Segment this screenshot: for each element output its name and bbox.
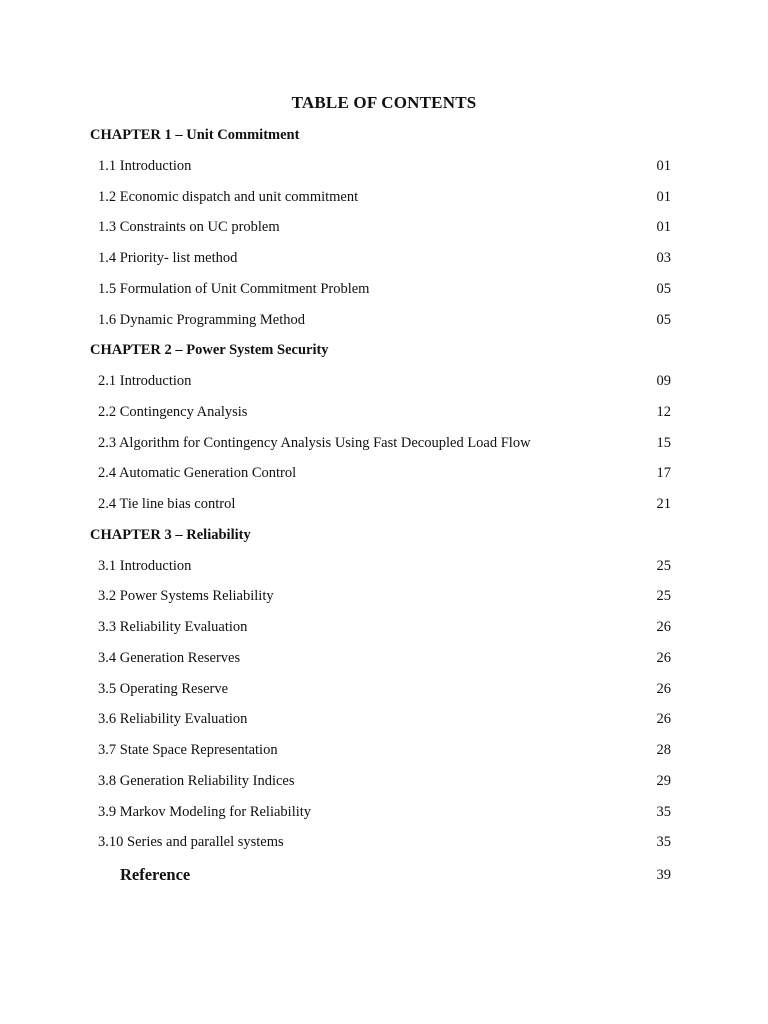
- toc-entry-label: 2.1 Introduction: [98, 373, 192, 389]
- toc-entry-label: 1.4 Priority- list method: [98, 250, 238, 266]
- toc-entry-page: 25: [656, 588, 671, 604]
- toc-entry: [0, 462, 768, 484]
- toc-entry-page: 01: [656, 219, 671, 235]
- toc-entry: [0, 801, 768, 823]
- toc-entry-page: 05: [656, 281, 671, 297]
- toc-entry-label: 3.2 Power Systems Reliability: [98, 588, 274, 604]
- toc-entry-label: 3.10 Series and parallel systems: [98, 834, 284, 850]
- reference-label: Reference: [120, 865, 191, 884]
- reference-page: 39: [656, 867, 671, 883]
- toc-entry-label: 2.4 Tie line bias control: [98, 496, 236, 512]
- toc-entry-page: 17: [656, 465, 671, 481]
- toc-entry-label: 2.2 Contingency Analysis: [98, 404, 248, 420]
- toc-entry-label: 1.3 Constraints on UC problem: [98, 219, 280, 235]
- chapter-title: CHAPTER 2 – Power System Security: [90, 342, 329, 358]
- toc-entry-page: 05: [656, 312, 671, 328]
- toc-entry: [0, 585, 768, 607]
- toc-entry: [0, 401, 768, 423]
- chapter-title: CHAPTER 3 – Reliability: [90, 527, 251, 543]
- toc-entry-label: 1.2 Economic dispatch and unit commitment: [98, 189, 359, 205]
- page-title: TABLE OF CONTENTS: [291, 93, 477, 112]
- toc-entry-label: 3.7 State Space Representation: [98, 742, 278, 758]
- toc-entry-label: 1.6 Dynamic Programming Method: [98, 312, 306, 328]
- toc-entry-page: 01: [656, 189, 671, 205]
- toc-entry-page: 35: [656, 804, 671, 820]
- toc-entry-label: 3.3 Reliability Evaluation: [98, 619, 248, 635]
- toc-entry-page: 35: [656, 834, 671, 850]
- toc-entry-page: 12: [656, 404, 671, 420]
- toc-entry-label: 3.8 Generation Reliability Indices: [98, 773, 295, 789]
- toc-entry-label: 1.1 Introduction: [98, 158, 192, 174]
- toc-entry-label: 3.9 Markov Modeling for Reliability: [98, 804, 312, 820]
- toc-entry: [0, 155, 768, 177]
- toc-entry: [0, 370, 768, 392]
- toc-entry-page: 03: [656, 250, 671, 266]
- toc-entry-page: 25: [656, 558, 671, 574]
- toc-entry-page: 26: [656, 711, 671, 727]
- chapter-heading: [0, 124, 768, 146]
- toc-entry: [0, 309, 768, 331]
- reference-entry: [0, 864, 768, 886]
- toc-entry: [0, 555, 768, 577]
- toc-entry-page: 29: [656, 773, 671, 789]
- toc-entry-page: 26: [656, 681, 671, 697]
- toc-entry-page: 28: [656, 742, 671, 758]
- toc-entry-label: 3.6 Reliability Evaluation: [98, 711, 248, 727]
- toc-entry: [0, 278, 768, 300]
- toc-entry: [0, 247, 768, 269]
- chapter-heading: [0, 524, 768, 546]
- toc-entry-page: 21: [656, 496, 671, 512]
- toc-entry: [0, 493, 768, 515]
- toc-entry-label: 2.3 Algorithm for Contingency Analysis Using Fast Decoupled Load Flow: [98, 435, 531, 451]
- toc-entry-label: 2.4 Automatic Generation Control: [98, 465, 297, 481]
- toc-entry-label: 1.5 Formulation of Unit Commitment Problem: [98, 281, 370, 297]
- toc-entry-page: 26: [656, 650, 671, 666]
- toc-entry: [0, 647, 768, 669]
- toc-entry: [0, 216, 768, 238]
- toc-entry: [0, 432, 768, 454]
- toc-entry-page: 01: [656, 158, 671, 174]
- toc-entry: [0, 831, 768, 853]
- toc-entry-page: 26: [656, 619, 671, 635]
- toc-entry: [0, 616, 768, 638]
- toc-entry-page: 09: [656, 373, 671, 389]
- toc-entry-label: 3.1 Introduction: [98, 558, 192, 574]
- toc-entry: [0, 739, 768, 761]
- toc-entry: [0, 770, 768, 792]
- toc-entry-label: 3.4 Generation Reserves: [98, 650, 241, 666]
- toc-entry-page: 15: [656, 435, 671, 451]
- toc-entry: [0, 186, 768, 208]
- chapter-title: CHAPTER 1 – Unit Commitment: [90, 127, 300, 143]
- chapter-heading: [0, 339, 768, 361]
- toc-entry-label: 3.5 Operating Reserve: [98, 681, 229, 697]
- toc-entry: [0, 708, 768, 730]
- toc-entry: [0, 678, 768, 700]
